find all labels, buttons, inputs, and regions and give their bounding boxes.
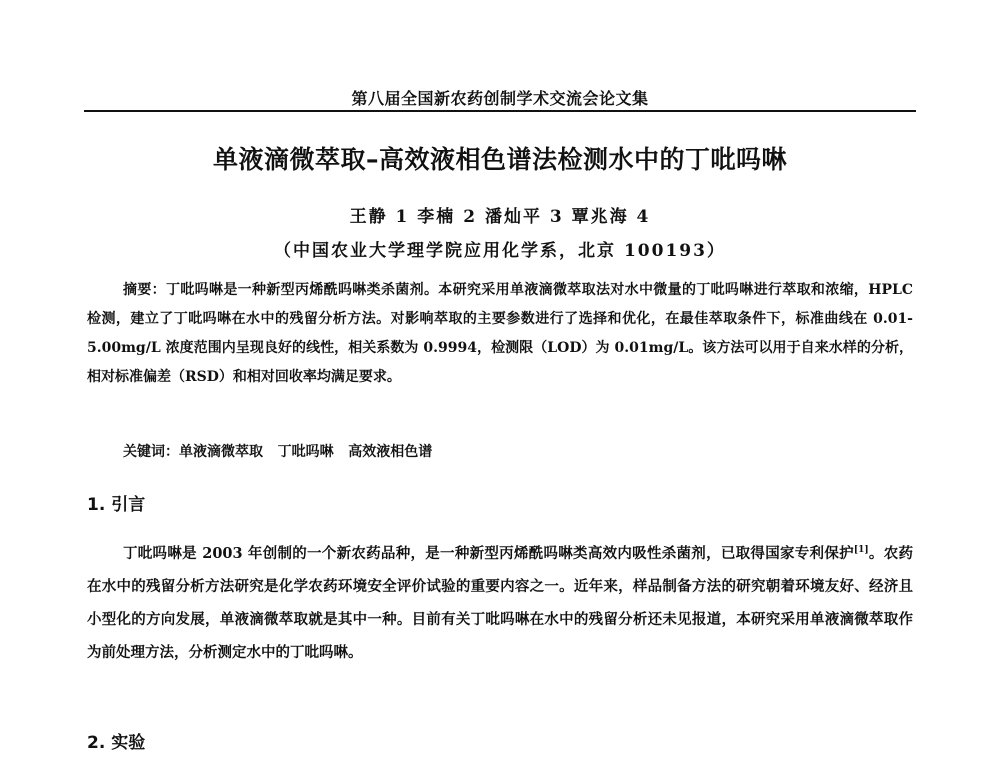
affiliation: （中国农业大学理学院应用化学系，北京 100193） [274, 241, 726, 261]
citation-marker: [1] [853, 545, 869, 556]
author-list: 王静 1 李楠 2 潘灿平 3 覃兆海 4 [349, 207, 651, 227]
running-header: 第八届全国新农药创制学术交流会论文集 [351, 89, 649, 108]
abstract-text: 丁吡吗啉是一种新型丙烯酰吗啉类杀菌剂。本研究采用单液滴微萃取法对水中微量的丁吡吗啉进行萃取和浓缩，HPLC 检测，建立了丁吡吗啉在水中的残留分析方法。对影响萃取的主要参数进行了选择和优化，在最佳萃取条件下，标准曲线在 0.01-5.00mg/L 浓度范围内呈现良好的线性，相关系数为 0.9994，检测限（LOD）为 0.01mg/L。该方法可以用于自来水样的分析，相对标准偏差（RSD）和相对回收率均满足要求。 [87, 282, 913, 385]
header-rule [84, 110, 916, 112]
abstract-label: 摘要： [123, 282, 166, 298]
section-heading-introduction: 1. 引言 [87, 495, 146, 515]
introduction-paragraph [87, 537, 913, 669]
keywords [123, 441, 432, 461]
abstract [87, 276, 913, 392]
keywords-label: 关键词： [123, 444, 179, 460]
paper-title: 单液滴微萃取–高效液相色谱法检测水中的丁吡吗啉 [212, 145, 787, 174]
section-heading-experiment: 2. 实验 [87, 733, 146, 753]
keywords-terms: 单液滴微萃取 丁吡吗啉 高效液相色谱 [179, 444, 433, 460]
introduction-text-part1: 丁吡吗啉是 2003 年创制的一个新农药品种，是一种新型丙烯酰吗啉类高效内吸性杀菌剂，已取得国家专利保护 [123, 545, 854, 562]
introduction-text-part2: 。农药在水中的残留分析方法研究是化学农药环境安全评价试验的重要内容之一。近年来，样品制备方法的研究朝着环境友好、经济且小型化的方向发展，单液滴微萃取就是其中一种。目前有关丁吡吗啉在水中的残留分析还未见报道，本研究采用单液滴微萃取作为前处理方法，分析测定水中的丁吡吗啉。 [87, 545, 913, 661]
